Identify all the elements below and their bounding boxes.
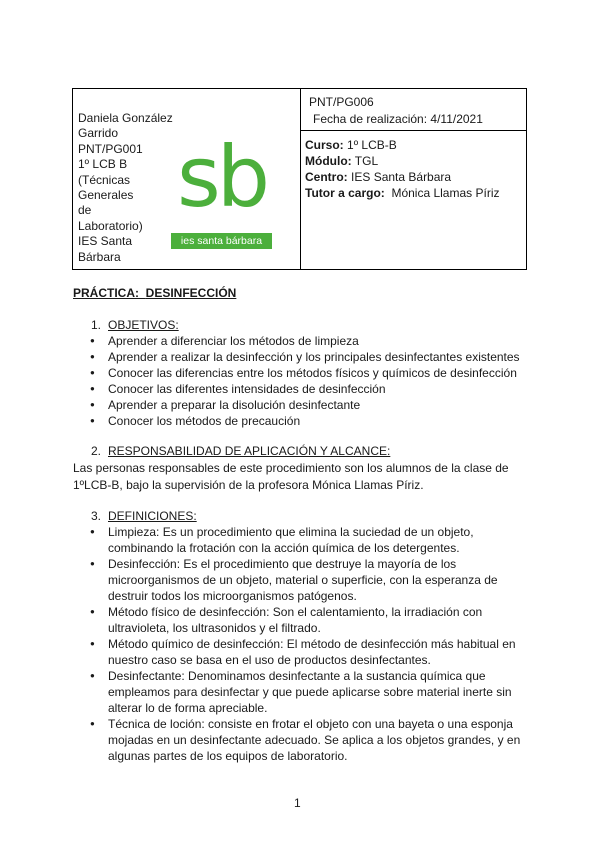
doc-code: PNT/PG006 bbox=[309, 95, 374, 109]
module-value: TGL bbox=[354, 154, 379, 168]
subject-line-3: de bbox=[78, 203, 92, 218]
module-label: Módulo: bbox=[305, 154, 352, 168]
doc-info bbox=[301, 89, 526, 131]
section-responsibility-heading bbox=[91, 444, 390, 458]
section-number: 2. bbox=[91, 444, 102, 458]
section-title: OBJETIVOS: bbox=[108, 318, 179, 332]
list-item: ● Conocer los métodos de precaución bbox=[90, 413, 530, 429]
tutor-row bbox=[305, 185, 526, 201]
subject-line-4: Laboratorio) bbox=[78, 218, 143, 233]
school-logo bbox=[171, 128, 272, 253]
list-item: ● Método físico de desinfección: Son el calentamiento, la irradiación con ultravioleta, los ultrasonidos y el filtrado. bbox=[90, 604, 530, 636]
section-objectives-heading bbox=[91, 318, 179, 332]
header-left-cell bbox=[73, 89, 301, 269]
practice-title-label: PRÁCTICA: bbox=[73, 286, 139, 300]
page-number: 1 bbox=[294, 796, 301, 810]
school-line-2: Bárbara bbox=[78, 249, 121, 264]
tutor-value: Mónica Llamas Píriz bbox=[391, 186, 500, 200]
list-item: ● Aprender a preparar la disolución desinfectante bbox=[90, 397, 530, 413]
section-number: 1. bbox=[91, 318, 102, 332]
course-row bbox=[305, 137, 526, 153]
course-info bbox=[301, 131, 526, 201]
list-item: ● Aprender a diferenciar los métodos de limpieza bbox=[90, 333, 530, 349]
header-table bbox=[72, 88, 527, 270]
center-row bbox=[305, 169, 526, 185]
list-item: ● Conocer las diferencias entre los métodos físicos y químicos de desinfección bbox=[90, 365, 530, 381]
section-title: RESPONSABILIDAD DE APLICACIÓN Y ALCANCE: bbox=[108, 444, 391, 458]
section-title: DEFINICIONES: bbox=[108, 509, 197, 523]
responsibility-paragraph: Las personas responsables de este procedimiento son los alumnos de la clase de 1ºLCB-B, bajo la supervisión de la profesora Mónica Llamas Píriz. bbox=[73, 461, 509, 492]
practice-title-value: DESINFECCIÓN bbox=[145, 286, 237, 300]
tutor-label: Tutor a cargo: bbox=[305, 186, 385, 200]
doc-code-left: PNT/PG001 bbox=[78, 141, 143, 156]
list-item: ● Aprender a realizar la desinfección y los principales desinfectantes existentes bbox=[90, 349, 530, 365]
course-label: Curso: bbox=[305, 138, 344, 152]
author-name: Daniela González Garrido bbox=[78, 111, 173, 141]
definitions-list bbox=[90, 524, 530, 764]
section-number: 3. bbox=[91, 509, 102, 523]
school-line-1: IES Santa bbox=[78, 234, 133, 249]
center-label: Centro: bbox=[305, 170, 348, 184]
module-row bbox=[305, 153, 526, 169]
practice-title bbox=[73, 286, 236, 300]
logo-letters: sb bbox=[176, 128, 267, 226]
list-item: ● Método químico de desinfección: El método de desinfección más habitual en nuestro caso se basa en el uso de productos desinfectantes. bbox=[90, 636, 530, 668]
course-value: 1º LCB-B bbox=[347, 138, 397, 152]
objectives-list bbox=[90, 333, 530, 429]
realization-date: Fecha de realización: 4/11/2021 bbox=[313, 112, 483, 126]
section-definitions-heading bbox=[91, 509, 197, 523]
class-line: 1º LCB B bbox=[78, 157, 128, 172]
list-item: ● Conocer las diferentes intensidades de desinfección bbox=[90, 381, 530, 397]
subject-line-2: Generales bbox=[78, 188, 134, 203]
list-item: ● Limpieza: Es un procedimiento que elimina la suciedad de un objeto, combinando la frotación con la acción química de los detergentes. bbox=[90, 524, 530, 556]
logo-caption: ies santa bárbara bbox=[171, 233, 272, 249]
header-right-cell bbox=[301, 89, 526, 269]
list-item: ● Desinfección: Es el procedimiento que destruye la mayoría de los microorganismos de un objeto, material o superficie, con la esperanza de destruir todos los microorganismos patógenos. bbox=[90, 556, 530, 604]
list-item: ● Desinfectante: Denominamos desinfectante a la sustancia química que empleamos para desinfectar y que puede aplicarse sobre material inerte sin alterar lo de forma apreciable. bbox=[90, 668, 530, 716]
center-value: IES Santa Bárbara bbox=[351, 170, 452, 184]
subject-line-1: (Técnicas bbox=[78, 172, 131, 187]
list-item: ● Técnica de loción: consiste en frotar el objeto con una bayeta o una esponja mojadas en un desinfectante adecuado. Se aplica a los objetos grandes, y en algunas partes de los equipos de laboratorio. bbox=[90, 716, 530, 764]
